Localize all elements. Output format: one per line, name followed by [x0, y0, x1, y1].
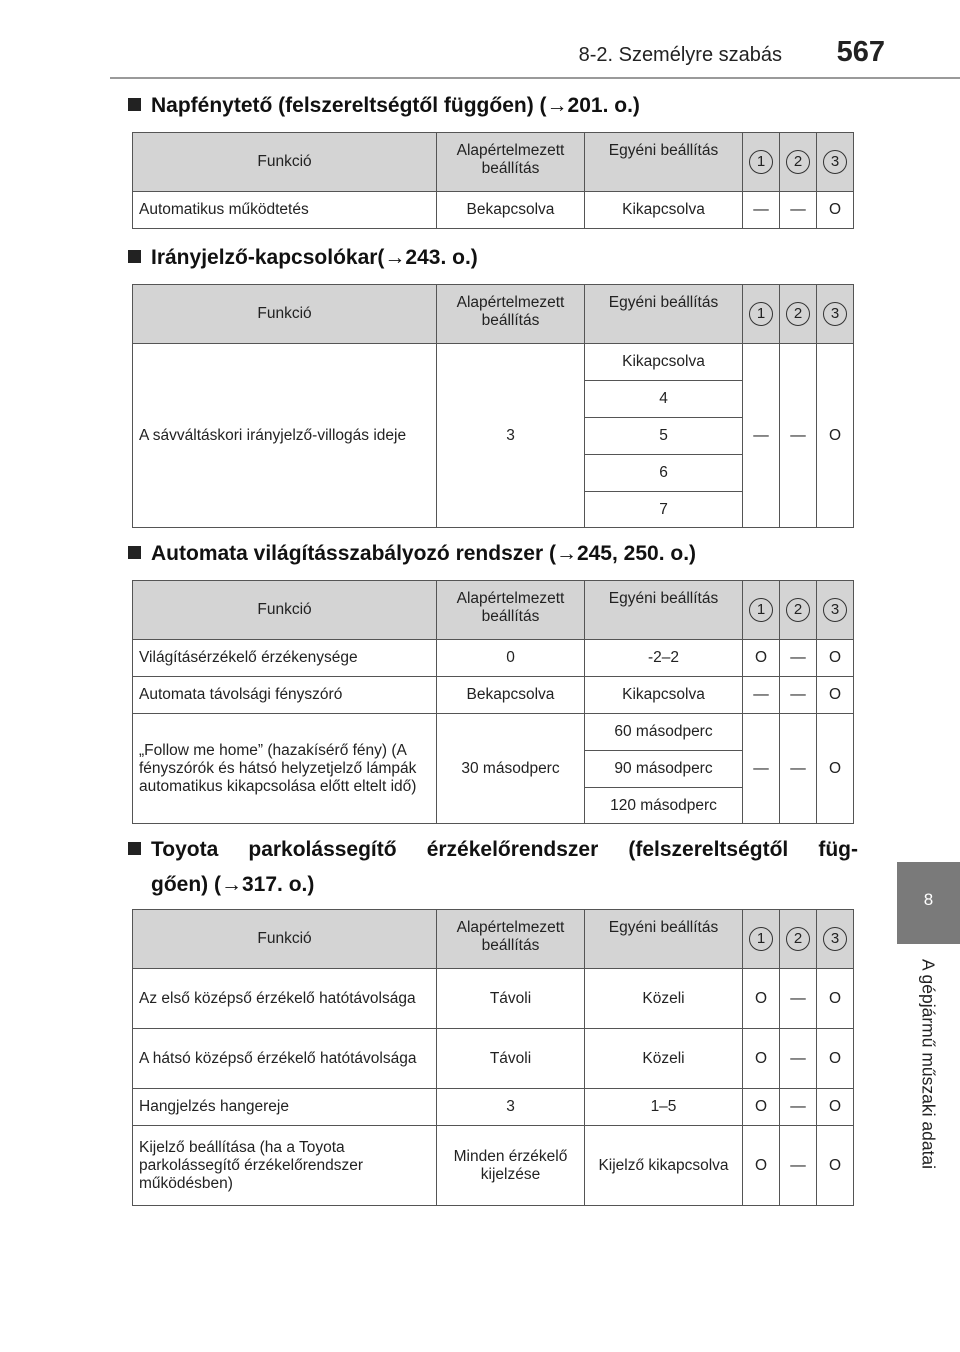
section-title-auto-lighting: Automata világításszabályozó rendszer (→245, 250. o.): [128, 536, 858, 571]
option-cell: 90 másodperc: [585, 751, 743, 788]
table-row: Kijelző beállítása (ha a Toyota parkolássegítő érzékelőrendszer működésben) Minden érzékelő kijelzése Kijelző kikapcsolva O — O: [133, 1126, 854, 1206]
col-header-default: Alapértelmezett beállítás: [437, 581, 585, 640]
option-cell: 60 másodperc: [585, 714, 743, 751]
chapter-number: 8: [923, 890, 934, 909]
circled-3-icon: 3: [823, 598, 847, 622]
col-header-mode-2: [780, 133, 817, 192]
section-title-sunroof: Napfénytető (felszereltségtől függően) (→201. o.): [128, 88, 858, 123]
circled-2-icon: 2: [786, 302, 810, 326]
arrow-icon: →: [546, 94, 568, 117]
table-row: A hátsó középső érzékelő hatótávolsága Távoli Közeli O — O: [133, 1029, 854, 1089]
table-row: Az első középső érzékelő hatótávolsága Távoli Közeli O — O: [133, 969, 854, 1029]
option-cell: 6: [585, 455, 743, 492]
option-cell: 7: [585, 492, 743, 528]
square-bullet-icon: [128, 546, 141, 559]
col-header-default: Alapértelmezett beállítás: [437, 133, 585, 192]
section-title-turn-signal: Irányjelző-kapcsolókar(→243. o.): [128, 240, 858, 275]
col-header-default: Alapértelmezett beállítás: [437, 910, 585, 969]
header-section-title: 8-2. Személyre szabás: [578, 44, 782, 66]
arrow-icon: →: [555, 542, 577, 565]
table-row: Hangjelzés hangereje 3 1–5 O — O: [133, 1089, 854, 1126]
col-header-mode-3: [817, 133, 854, 192]
col-header-default: Alapértelmezett beállítás: [437, 285, 585, 344]
square-bullet-icon: [128, 842, 141, 855]
circled-2-icon: 2: [786, 598, 810, 622]
col-header-mode-1: [743, 133, 780, 192]
circled-1-icon: 1: [749, 302, 773, 326]
square-bullet-icon: [128, 250, 141, 263]
table-parking-assist: [132, 909, 854, 1206]
col-header-custom: Egyéni beállítás: [585, 581, 743, 640]
page-number: 567: [836, 36, 885, 68]
square-bullet-icon: [128, 98, 141, 111]
circled-3-icon: 3: [823, 150, 847, 174]
option-cell: 5: [585, 418, 743, 455]
table-sunroof: [132, 132, 854, 229]
arrow-icon: →: [220, 873, 242, 896]
circled-3-icon: 3: [823, 302, 847, 326]
option-cell: 4: [585, 381, 743, 418]
col-header-function: Funkció: [133, 910, 437, 969]
table-auto-lighting: [132, 580, 854, 824]
circled-2-icon: 2: [786, 150, 810, 174]
option-cell: 120 másodperc: [585, 788, 743, 824]
col-header-function: Funkció: [133, 285, 437, 344]
chapter-tab: [897, 862, 960, 944]
circled-1-icon: 1: [749, 927, 773, 951]
chapter-title: A gépjármű műszaki adatai: [918, 958, 939, 1170]
table-row: A sávváltáskori irányjelző-villogás ideje 3 Kikapcsolva — — O: [133, 344, 854, 381]
section-title-parking-assist: Toyota parkolássegítő érzékelőrendszer (felszereltségtől füg- gően) (→317. o.): [128, 832, 858, 902]
table-row: Világításérzékelő érzékenysége 0 -2–2 O — O: [133, 640, 854, 677]
option-cell: Kikapcsolva: [585, 344, 743, 381]
col-header-custom: Egyéni beállítás: [585, 910, 743, 969]
table-row: Automata távolsági fényszóró Bekapcsolva Kikapcsolva — — O: [133, 677, 854, 714]
col-header-custom: Egyéni beállítás: [585, 133, 743, 192]
circled-1-icon: 1: [749, 598, 773, 622]
page-header: [0, 0, 960, 78]
col-header-function: Funkció: [133, 581, 437, 640]
circled-2-icon: 2: [786, 927, 810, 951]
col-header-custom: Egyéni beállítás: [585, 285, 743, 344]
header-rule: [110, 77, 960, 79]
col-header-function: Funkció: [133, 133, 437, 192]
table-turn-signal: [132, 284, 854, 528]
circled-1-icon: 1: [749, 150, 773, 174]
table-row: Automatikus működtetés Bekapcsolva Kikapcsolva — — O: [133, 192, 854, 229]
table-row: „Follow me home” (hazakísérő fény) (A fényszórók és hátsó helyzetjelző lámpák automatikus kikapcsolása előtt eltelt idő) 30 másodperc 60 másodperc — — O: [133, 714, 854, 751]
arrow-icon: →: [384, 246, 406, 269]
circled-3-icon: 3: [823, 927, 847, 951]
